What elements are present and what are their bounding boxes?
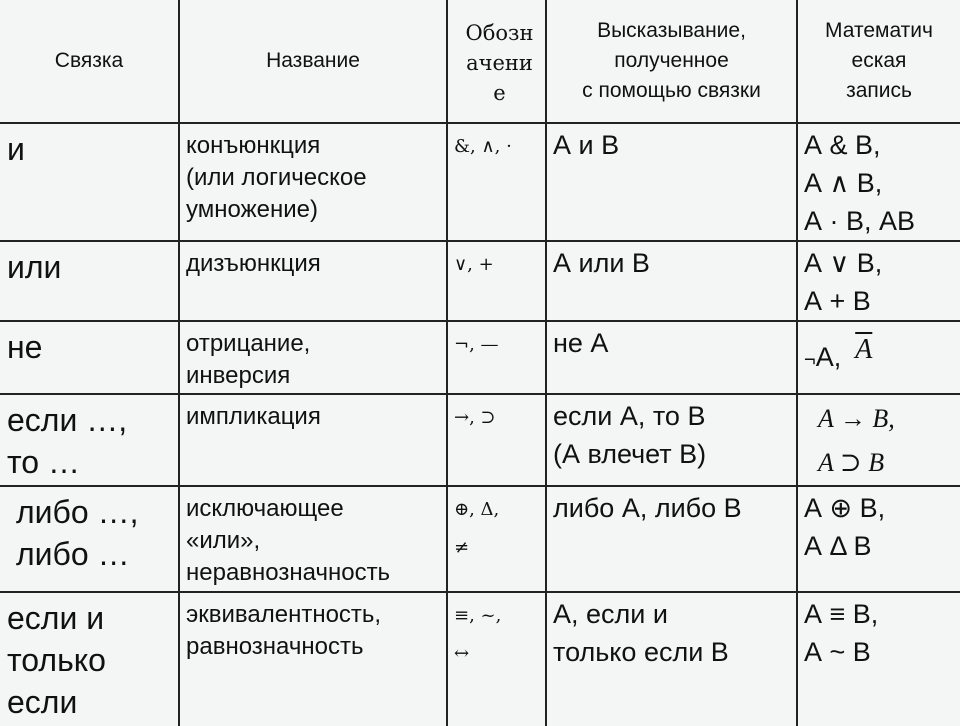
notation-cell: &, ∧, · [447, 123, 546, 241]
name-cell: импликация [179, 394, 447, 486]
table-row [0, 486, 960, 592]
notation-cell: ≡, ~, ↔ [447, 592, 546, 726]
header-connective: Связка [0, 0, 179, 123]
math-cell: А ∨ В, А + В [797, 241, 960, 321]
table-row [0, 321, 960, 394]
math-cell: A → B, A ⊃ B [797, 394, 960, 486]
negation-symbol: ¬ [804, 349, 816, 371]
statement-cell: не А [546, 321, 797, 394]
math-cell: А ≡ В, А ~ В [797, 592, 960, 726]
table-row [0, 394, 960, 486]
math-cell: А & В, А ∧ В, А · В, АВ [797, 123, 960, 241]
statement-cell: если А, то В (А влечет В) [546, 394, 797, 486]
name-cell: конъюнкция (или логическое умножение) [179, 123, 447, 241]
connective-cell: если и только если [0, 592, 179, 726]
header-name: Название [179, 0, 447, 123]
math-cell [797, 321, 960, 394]
table-row [0, 123, 960, 241]
name-cell: дизъюнкция [179, 241, 447, 321]
math-text: А, [815, 342, 842, 372]
notation-cell: ¬, — [447, 321, 546, 394]
name-cell: исключающее «или», неравнозначность [179, 486, 447, 592]
notation-cell: →, ⊃ [447, 394, 546, 486]
header-row [0, 0, 960, 123]
connective-cell: или [0, 241, 179, 321]
statement-cell: А и В [546, 123, 797, 241]
header-notation: Обозн ачени е [447, 0, 546, 123]
math-cell: А ⊕ В, А Δ В [797, 486, 960, 592]
name-cell: эквивалентность, равнозначность [179, 592, 447, 726]
statement-cell: А, если и только если В [546, 592, 797, 726]
connective-cell: либо …, либо … [0, 486, 179, 592]
statement-cell: либо А, либо В [546, 486, 797, 592]
header-statement: Высказывание, полученное с помощью связки [546, 0, 797, 123]
notation-cell: ⊕, Δ, ≠ [447, 486, 546, 592]
table-row [0, 592, 960, 726]
name-cell: отрицание, инверсия [179, 321, 447, 394]
table-row [0, 241, 960, 321]
connective-cell: и [0, 123, 179, 241]
overline-a: $\overline{A}$ [855, 334, 873, 365]
connective-cell: если …, то … [0, 394, 179, 486]
connective-cell: не [0, 321, 179, 394]
statement-cell: А или В [546, 241, 797, 321]
header-math: Математич еская запись [797, 0, 960, 123]
notation-cell: ∨, + [447, 241, 546, 321]
